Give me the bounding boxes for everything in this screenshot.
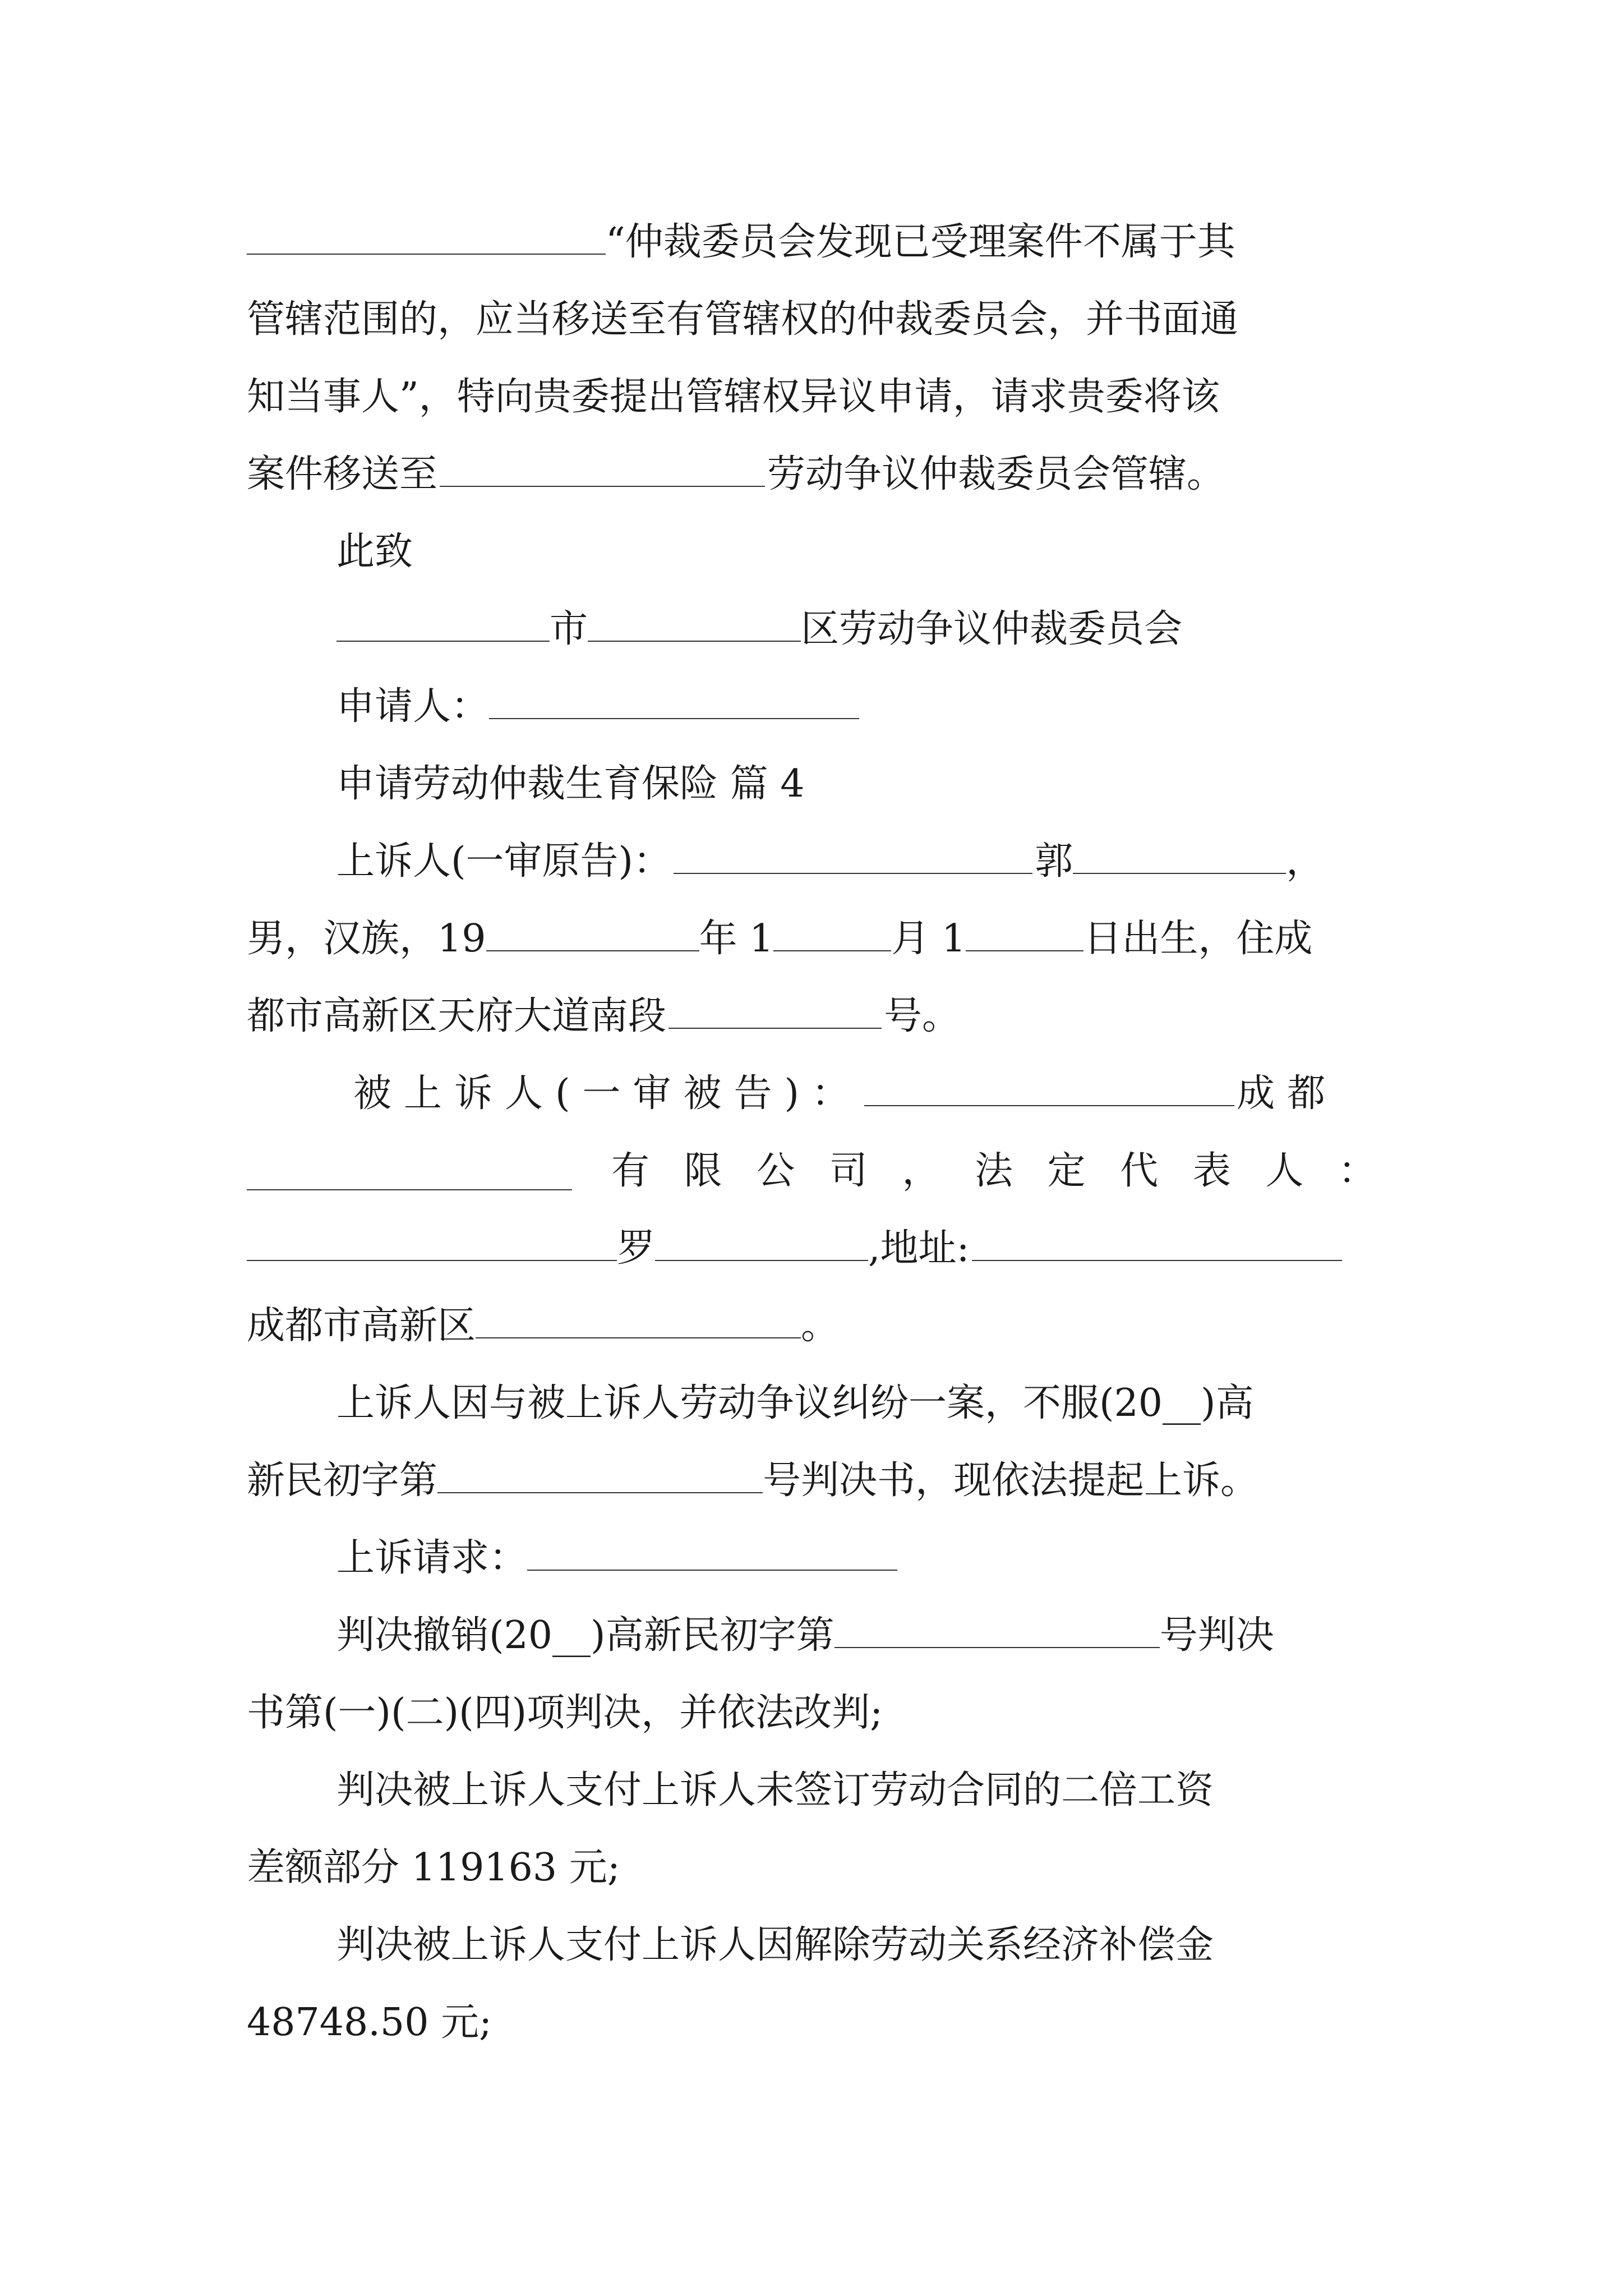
text-segment: 区劳动争议仲裁委员会: [801, 607, 1183, 651]
text-line-13: [247, 1149, 1376, 1193]
text-segment: 上诉人(一审原告)：: [336, 839, 672, 884]
text-segment: 年 1: [699, 917, 774, 961]
text-line-3: 知当事人”，特向贵委提出管辖权异议申请，请求贵委将该: [247, 375, 1220, 419]
blank-underline: [527, 1569, 897, 1571]
text-segment: 成都: [1237, 1071, 1338, 1116]
text-line-2: 管辖范围的，应当移送至有管辖权的仲裁委员会，并书面通: [247, 297, 1239, 342]
text-segment: “仲裁委员会发现已受理案件不属于其: [606, 220, 1235, 264]
blank-underline: [864, 1105, 1234, 1106]
text-line-7: [336, 684, 859, 729]
justified-text: [611, 1149, 1376, 1193]
text-line-6: [336, 607, 1183, 651]
text-line-22: 差额部分 119163 元;: [247, 1846, 620, 1890]
text-segment: 上诉请求：: [336, 1536, 528, 1580]
text-char: 公: [757, 1149, 795, 1193]
text-char: 代: [1120, 1149, 1159, 1193]
text-segment: 被上诉人(一审被告)：: [353, 1071, 863, 1116]
blank-underline: [1073, 872, 1286, 874]
text-segment: 判决撤销(20__)高新民初字第: [336, 1613, 834, 1658]
text-line-9: [336, 839, 1325, 884]
text-line-18: [336, 1536, 897, 1580]
blank-underline: [476, 1337, 801, 1338]
blank-underline: [489, 717, 859, 719]
text-segment: 新民初字第: [247, 1458, 438, 1503]
text-char: 表: [1192, 1149, 1231, 1193]
text-line-23: 判决被上诉人支付上诉人因解除劳动关系经济补偿金: [336, 1923, 1214, 1967]
text-line-21: 判决被上诉人支付上诉人未签订劳动合同的二倍工资: [336, 1768, 1214, 1812]
text-segment: ，: [1286, 839, 1325, 884]
text-char: 法: [974, 1149, 1013, 1193]
blank-underline: [247, 1259, 617, 1261]
text-segment: 申请人：: [336, 684, 490, 729]
text-char: 人: [1265, 1149, 1304, 1193]
blank-underline: [966, 950, 1083, 951]
blank-underline: [486, 950, 699, 951]
blank-underline: [655, 1259, 868, 1261]
text-line-17: [247, 1458, 1259, 1503]
blank-underline: [588, 640, 801, 642]
text-char: ，: [902, 1149, 940, 1193]
blank-underline: [336, 640, 550, 642]
text-segment: 郭: [1035, 839, 1073, 884]
text-char: 有: [611, 1149, 650, 1193]
text-segment: 案件移送至: [247, 452, 438, 496]
text-segment: ,地址:: [868, 1226, 970, 1271]
blank-underline: [834, 1646, 1160, 1648]
text-line-20: 书第(一)(二)(四)项判决，并依法改判;: [247, 1691, 883, 1735]
blank-underline: [773, 950, 891, 951]
blank-underline: [674, 872, 1032, 874]
blank-underline: [247, 1189, 572, 1190]
text-char: 定: [1047, 1149, 1086, 1193]
text-segment: 市: [550, 607, 588, 651]
text-segment: 都市高新区天府大道南段: [247, 994, 667, 1038]
text-segment: 成都市高新区: [247, 1304, 476, 1348]
blank-underline: [440, 485, 765, 487]
blank-underline: [437, 1492, 763, 1493]
text-line-15: [247, 1304, 840, 1348]
text-line-8: 申请劳动仲裁生育保险 篇 4: [336, 762, 805, 806]
blank-underline: [668, 1027, 882, 1029]
text-segment: 号判决: [1159, 1613, 1274, 1658]
text-segment: 号判决书，现依法提起上诉。: [763, 1458, 1259, 1503]
text-segment: 劳动争议仲裁委员会管辖。: [767, 452, 1225, 496]
text-line-16: 上诉人因与被上诉人劳动争议纠纷一案，不服(20__)高: [336, 1381, 1254, 1425]
text-line-24: 48748.50 元;: [247, 2000, 492, 2045]
text-line-19: [336, 1613, 1274, 1658]
text-segment: 男，汉族，19: [247, 917, 486, 961]
text-segment: 月 1: [891, 917, 966, 961]
text-char: ：: [1338, 1149, 1376, 1193]
text-char: 限: [684, 1149, 722, 1193]
text-line-12: [353, 1071, 1338, 1116]
blank-underline: [972, 1259, 1342, 1261]
text-line-1: [247, 220, 1235, 264]
text-segment: 号。: [884, 994, 961, 1038]
text-line-5: 此致: [336, 530, 413, 574]
text-char: 司: [829, 1149, 868, 1193]
text-segment: 。: [801, 1304, 840, 1348]
blank-underline: [247, 253, 606, 255]
text-line-14: [247, 1226, 1344, 1271]
text-segment: 日出生，住成: [1083, 917, 1313, 961]
text-line-4: [247, 452, 1225, 496]
text-segment: 罗: [617, 1226, 656, 1271]
text-line-10: [247, 917, 1313, 961]
text-line-11: [247, 994, 961, 1038]
